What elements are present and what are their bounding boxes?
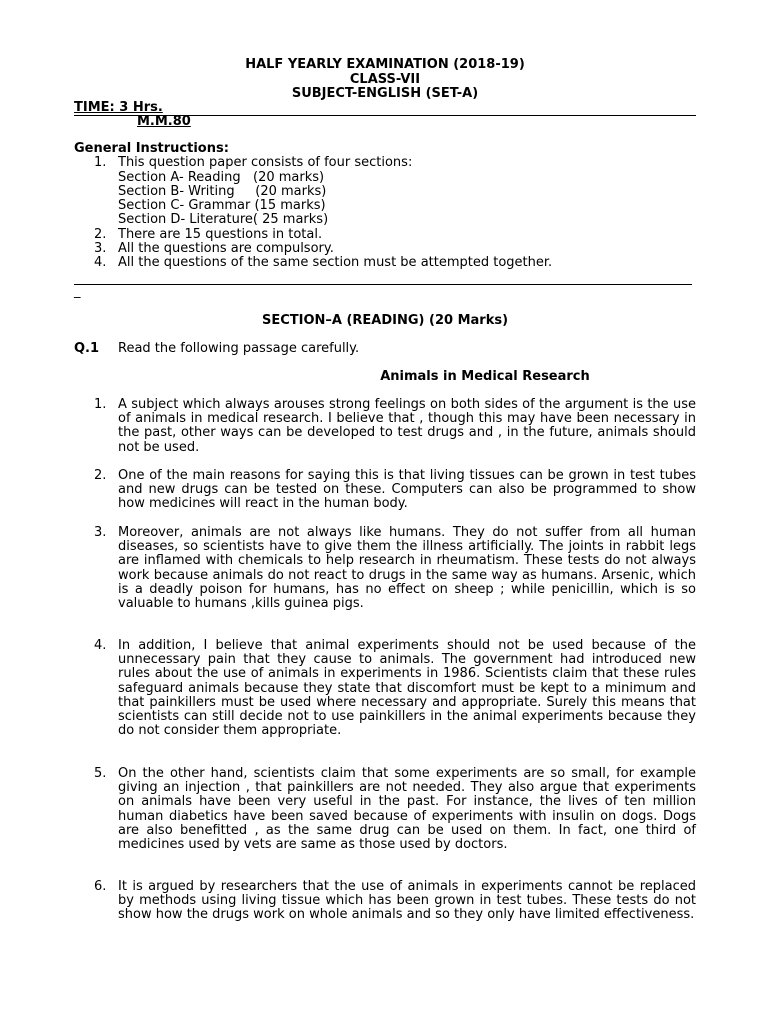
exam-header bbox=[74, 58, 696, 102]
section-breakdown-item: Section B- Writing (20 marks) bbox=[118, 183, 327, 199]
instruction-number: 2. bbox=[94, 226, 107, 242]
class-line: CLASS-VII bbox=[349, 71, 421, 87]
passage-paragraph bbox=[74, 469, 696, 512]
instructions-list bbox=[74, 156, 552, 270]
section-breakdown-item: Section C- Grammar (15 marks) bbox=[118, 198, 326, 214]
passage-paragraph bbox=[74, 767, 696, 852]
instructions-title: General Instructions: bbox=[74, 141, 229, 156]
paragraph-number: 5. bbox=[94, 766, 107, 781]
time-text: TIME: 3 Hrs. bbox=[74, 100, 163, 115]
instruction-text: All the questions of the same section must be attempted together. bbox=[118, 255, 553, 271]
question-number: Q.1 bbox=[74, 341, 100, 356]
instruction-item bbox=[74, 256, 552, 270]
paragraph-text: In addition, I believe that animal experiments should not be used because of the unnecessary pain that they cause to animals. The government had introduced new rules about the use of animals in experiments in 1986. Scientists claim that these rules safeguard animals because they state that discomfort must be kept to a minimum and that painkillers must be used where necessary and appropriate. Surely this means that scientists can still decide not to use painkillers in the animal experiments because they do not consider them appropriate. bbox=[118, 638, 696, 739]
paragraph-number: 1. bbox=[94, 397, 107, 412]
section-a-title: SECTION–A (READING) (20 Marks) bbox=[261, 313, 509, 328]
paragraph-text: One of the main reasons for saying this is that living tissues can be grown in test tubes and new drugs can be tested on these. Computers can also be programmed to show how medicines will react in the human body. bbox=[118, 468, 696, 512]
paragraph-text: A subject which always arouses strong feelings on both sides of the argument is the use of animals in medical research. I believe that , though this may have been necessary in the past, other ways can be developed to test drugs and , in the future, animals should not be used. bbox=[118, 397, 696, 455]
instruction-item bbox=[74, 156, 552, 170]
instruction-text: There are 15 questions in total. bbox=[118, 226, 323, 242]
instruction-text: All the questions are compulsory. bbox=[118, 241, 334, 257]
passage-paragraph bbox=[74, 398, 696, 455]
max-marks-text: M.M.80 bbox=[137, 114, 191, 129]
question-1 bbox=[74, 342, 359, 356]
paragraph-text: On the other hand, scientists claim that some experiments are so small, for example giving an injection , that painkillers are not needed. They also argue that experiments on animals have been very useful in the past. For instance, the lives of ten million human diabetics have been saved because of experiments with insulin on dogs. Dogs are also benefitted , as the same drug can be used on them. In fact, one third of medicines used by vets are same as those used by doctors. bbox=[118, 766, 696, 853]
paragraph-text: Moreover, animals are not always like humans. They do not suffer from all human diseases, so scientists have to give them the illness artificially. The joints in rabbit legs are inflamed with chemicals to help research in rheumatism. These tests do not always work because animals do not react to drugs in the same way as humans. Arsenic, which is a deadly poison for humans, has no effect on sheep ; while penicillin, which is so valuable to humans ,kills guinea pigs. bbox=[118, 525, 696, 612]
instruction-text: This question paper consists of four sections: bbox=[118, 155, 413, 171]
passage-paragraph bbox=[74, 639, 696, 738]
subject-line: SUBJECT-ENGLISH (SET-A) bbox=[291, 86, 479, 101]
passage-paragraph bbox=[74, 526, 696, 611]
section-breakdown-item: Section A- Reading (20 marks) bbox=[118, 169, 325, 185]
exam-title: HALF YEARLY EXAMINATION (2018-19) bbox=[245, 57, 525, 72]
paragraph-number: 2. bbox=[94, 468, 107, 483]
divider-line bbox=[74, 284, 692, 285]
question-text: Read the following passage carefully. bbox=[118, 341, 360, 356]
marks-line bbox=[74, 115, 191, 129]
general-instructions bbox=[74, 142, 552, 271]
instruction-item bbox=[74, 228, 552, 242]
instruction-number: 4. bbox=[94, 255, 107, 271]
passage-title: Animals in Medical Research bbox=[380, 369, 590, 384]
divider-dash: _ bbox=[74, 284, 81, 299]
instruction-item bbox=[74, 242, 552, 256]
paragraph-number: 3. bbox=[94, 525, 107, 540]
section-breakdown-item: Section D- Literature( 25 marks) bbox=[118, 212, 329, 228]
instruction-number: 3. bbox=[94, 241, 107, 257]
instruction-number: 1. bbox=[94, 155, 107, 171]
paragraph-number: 4. bbox=[94, 638, 107, 653]
paragraph-text: It is argued by researchers that the use of animals in experiments cannot be replaced by methods using living tissue which has been grown in test tubes. These tests do not show how the drugs work on whole animals and so they only have limited effectiveness. bbox=[118, 879, 696, 923]
paragraph-number: 6. bbox=[94, 879, 107, 894]
passage-paragraph bbox=[74, 880, 696, 923]
